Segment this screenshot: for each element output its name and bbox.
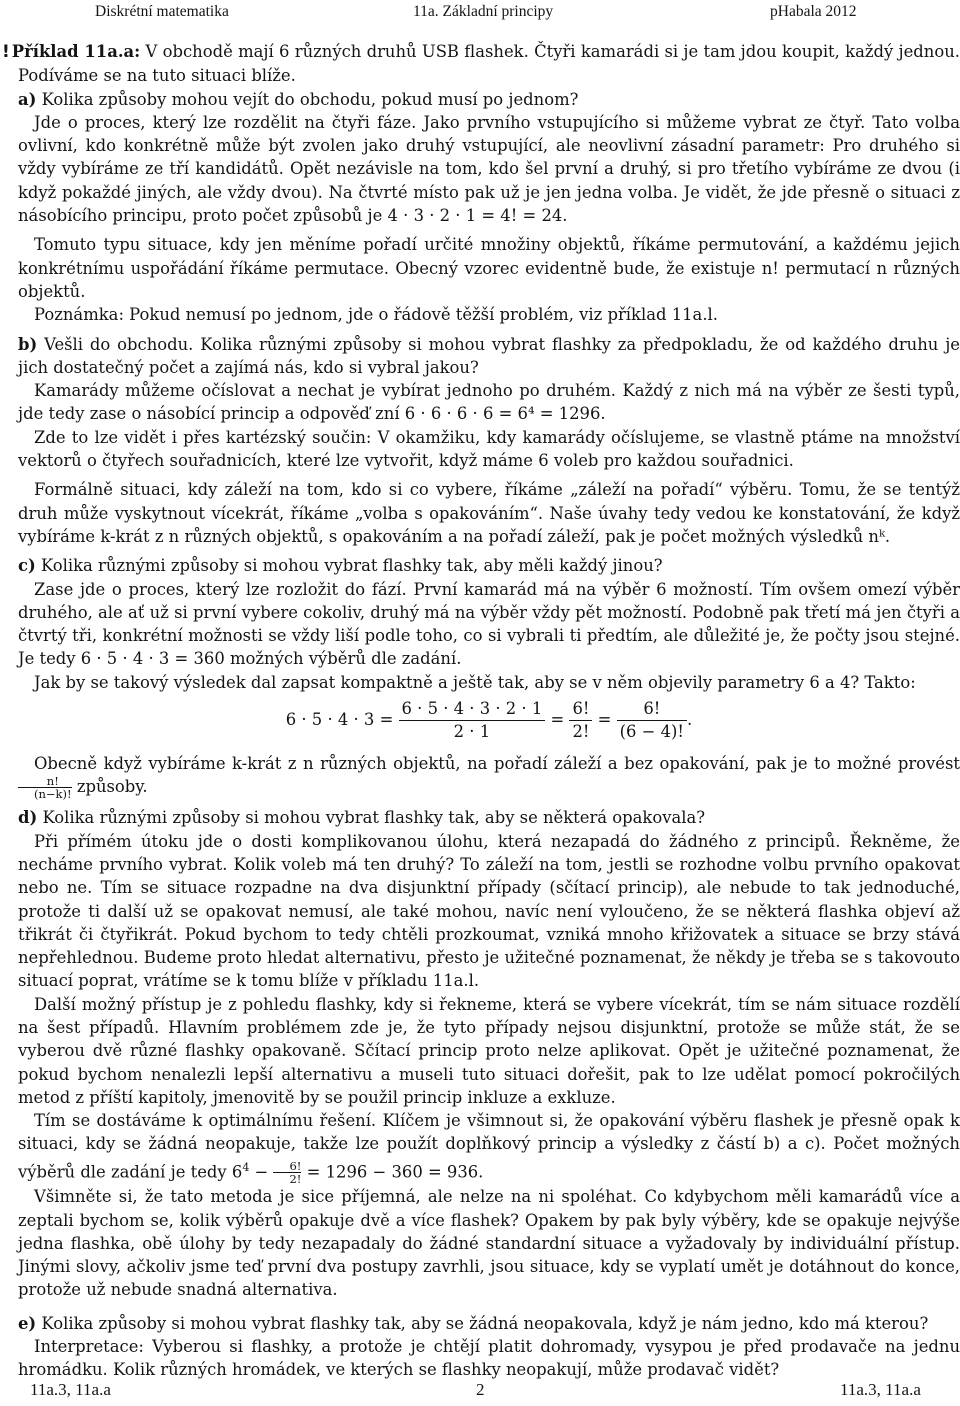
equation-equals-2: =	[597, 710, 612, 730]
example-intro-text: V obchodě mají 6 různých druhů USB flashek. Čtyři kamarádi si je tam jdou koupit, každý jednou. Podíváme se na tuto situaci blíže.	[18, 42, 960, 86]
part-d-inline-fraction-numerator: 6!	[273, 1160, 301, 1173]
part-d-question-text: Kolika různými způsoby si mohou vybrat flashky tak, aby se některá opakovala?	[42, 808, 706, 828]
part-d-inline-fraction	[273, 1160, 301, 1185]
part-c-label: c)	[18, 556, 36, 576]
part-b-label: b)	[18, 334, 38, 354]
equation-fraction-1-denominator: 2 · 1	[453, 722, 491, 742]
part-b-question	[18, 333, 960, 380]
part-b-paragraph-2: Zde to lze vidět i přes kartézský součin: V okamžiku, kdy kamarády očíslujeme, se vlastně ptáme na množství vektorů o čtyřech souřadnicích, které lze vytvořit, když máme 6 voleb pro každou souřadnici.	[18, 427, 960, 471]
equation-fraction-2-numerator: 6!	[569, 698, 592, 721]
footer-right-ref: 11a.3, 11a.a	[840, 1380, 921, 1399]
display-equation	[18, 698, 960, 744]
footer-left-ref: 11a.3, 11a.a	[30, 1380, 111, 1399]
equation-fraction-2	[569, 698, 592, 743]
part-c-paragraph-2: Jak by se takový výsledek dal zapsat kompaktně a ještě tak, aby se v něm objevily parametry 6 a 4? Takto:	[34, 672, 916, 692]
header-author: pHabala 2012	[770, 3, 857, 20]
equation-fraction-1-numerator: 6 · 5 · 4 · 3 · 2 · 1	[399, 698, 546, 721]
part-d-expr-base: 6	[231, 1162, 243, 1182]
equation-period: .	[687, 710, 693, 730]
part-a-question-text: Kolika způsoby mohou vejít do obchodu, pokud musí po jednom?	[41, 89, 579, 109]
example-title: Příklad 11a.a:	[11, 42, 141, 61]
page-header	[0, 3, 960, 23]
header-course: Diskrétní matematika	[95, 3, 229, 20]
part-d-paragraph-3-text: Tím se dostáváme k optimálnímu řešení. Klíčem je všimnout si, že opakování výběru flashek je přesně opak k situaci, kdy se žádná neopakuje, takže lze použít doplňkový princip a výsledky z částí b) a c). Počet možných výběrů dle zadání je tedy	[18, 1111, 960, 1182]
part-e-question	[18, 1312, 960, 1335]
part-d-paragraph-3	[18, 1109, 960, 1185]
part-c-paragraph-3-text: Obecně když vybíráme k-krát z n různých objektů, na pořadí záleží a bez opakování, pak je to možné provést	[34, 754, 960, 774]
exclamation-icon: !	[2, 42, 10, 62]
part-c-paragraph-3	[18, 752, 960, 800]
part-c-paragraph-3-tail: způsoby.	[76, 777, 148, 797]
equation-fraction-3-denominator: (6 − 4)!	[619, 722, 685, 742]
part-c-inline-fraction-denominator: (n−k)!	[34, 787, 72, 802]
equation-equals-1: =	[550, 710, 565, 730]
part-d-expr-result: = 1296 − 360 = 936.	[301, 1162, 484, 1182]
part-d-question	[18, 806, 960, 829]
part-a-note: Poznámka: Pokud nemusí po jednom, jde o řádově těžší problém, viz příklad 11a.l.	[34, 305, 718, 325]
header-chapter: 11a. Základní principy	[413, 3, 554, 20]
part-b-paragraph-1: Kamarády můžeme očíslovat a nechat je vybírat jednoho po druhém. Každý z nich má na výběr ze šesti typů, jde tedy zase o násobící princip a odpověď zní 6 · 6 · 6 · 6 = 6⁴ = 1296.	[18, 381, 960, 424]
part-c-inline-fraction-numerator: n!	[18, 775, 72, 788]
page-footer	[0, 1380, 960, 1402]
part-d-inline-fraction-denominator: 2!	[289, 1172, 302, 1187]
part-d-label: d)	[18, 808, 38, 828]
part-a-paragraph-2: Tomuto typu situace, kdy jen měníme pořadí určité množiny objektů, říkáme permutování, a každému jejich konkrétnímu uspořádání říkáme permutace. Obecný vzorec evidentně bude, že existuje n! permutací n různých objektů.	[18, 235, 960, 301]
part-a-label: a)	[18, 89, 37, 109]
part-c-inline-fraction	[18, 775, 72, 800]
part-c-paragraph-1: Zase jde o proces, který lze rozložit do fází. První kamarád má na výběr 6 možností. Tím ovšem omezí výběr druhého, ale ať už si první vybere cokoliv, druhý má na výběr vždy pět možností. Podobně pak třetí má jen čtyři a čtvrtý tři, konkrétní možnosti se vždy liší podle toho, co si vybrali ti předtím, ale důležité je, že počty jsou stejné. Je tedy 6 · 5 · 4 · 3 = 360 možných výběrů dle zadání.	[18, 579, 960, 669]
footer-page-number: 2	[476, 1380, 485, 1399]
part-d-expr-minus: −	[249, 1162, 274, 1182]
part-e-paragraph-1: Interpretace: Vyberou si flashky, a protože je chtějí platit dohromady, vysypou je před prodavače na jednu hromádku. Kolik různých hromádek, ve kterých se flashky neopakují, může prodavač vidět?	[18, 1337, 960, 1380]
equation-fraction-3	[617, 698, 687, 743]
part-e-question-text: Kolika způsoby si mohou vybrat flashky tak, aby se žádná neopakovala, když je nám jedno, kdo má kterou?	[41, 1313, 929, 1333]
part-d-expr-exponent: 4	[242, 1160, 250, 1174]
part-c-question	[18, 554, 960, 577]
equation-lhs: 6 · 5 · 4 · 3 =	[285, 710, 394, 730]
equation-fraction-1	[399, 698, 546, 743]
part-a-question	[18, 88, 960, 111]
part-a-paragraph-1: Jde o proces, který lze rozdělit na čtyři fáze. Jako prvního vstupujícího si můžeme vybrat ze čtyř. Tato volba ovlivní, kdo konkrétně může být zvolen jako druhý vstupující, ale neovlivní zásadní parametr: Pro druhého si vždy vybíráme ze tří kandidátů. Opět nezávisle na tom, kdo šel první a druhý, si pro třetího vybíráme ze dvou (i když pokaždé jiných, ale vždy dvou). Na čtvrté místo pak už je jen jedna volba. Je vidět, že jde přesně o situaci z násobícího principu, proto počet způsobů je 4 · 3 · 2 · 1 = 4! = 24.	[18, 112, 960, 226]
example-intro	[2, 40, 960, 88]
part-d-paragraph-1: Při přímém útoku jde o dosti komplikovanou úlohu, která nezapadá do žádného z principů. Řekněme, že necháme prvního vybrat. Kolik voleb má ten druhý? To záleží na tom, jestli se rozhodne volbu prvního opakovat nebo ne. Tím se situace rozpadne na dva disjunktní případy (sčítací princip), ale nebude to tak jednoduché, protože ti další už se opakovat nemusí, ale také mohou, navíc není vyloučeno, že se některá flashka objeví až třikrát či čtyřikrát. Pokud bychom to tedy chtěli prozkoumat, vzniká mnoho křižovatek a situace se brzy stává nepřehlednou. Budeme proto hledat alternativu, přesto je užitečné poznamenat, že někdy je třeba se s takovouto situací poprat, vrátíme se k tomu blíže v příkladu 11a.l.	[18, 831, 960, 991]
part-c-question-text: Kolika různými způsoby si mohou vybrat flashky tak, aby měli každý jinou?	[40, 556, 663, 576]
equation-fraction-2-denominator: 2!	[572, 722, 590, 742]
equation-fraction-3-numerator: 6!	[617, 698, 687, 721]
part-e-label: e)	[18, 1313, 37, 1333]
part-b-question-text: Vešli do obchodu. Kolika různými způsoby si mohou vybrat flashky za předpokladu, že od každého druhu je jich dostatečný počet a zajímá nás, kdo si vybral jakou?	[18, 334, 960, 377]
part-b-paragraph-3: Formálně situaci, kdy záleží na tom, kdo si co vybere, říkáme „záleží na pořadí“ výběru. Tomu, že se tentýž druh může vyskytnout vícekrát, říkáme „volba s opakováním“. Naše úvahy tedy vedou ke konstatování, že když vybíráme k-krát z n různých objektů, s opakováním a na pořadí záleží, pak je počet možných výsledků nᵏ.	[18, 480, 960, 546]
part-d-paragraph-4: Všimněte si, že tato metoda je sice příjemná, ale nelze na ni spoléhat. Co kdybychom měli kamarádů více a zeptali bychom se, kolik výběrů opakuje dvě a více flashek? Opakem by pak byly výběry, kde se opakuje nejvýše jedna flashka, obě úlohy by tedy nezapadaly do žádné standardní situace a vyžadovaly by individuální přístup. Jinými slovy, ačkoliv jsme teď první dva postupy zavrhli, jsou situace, kdy se vyplatí umět je dotáhnout do konce, protože už nebude snadná alternativa.	[18, 1187, 960, 1300]
part-d-paragraph-2: Další možný přístup je z pohledu flashky, kdy si řekneme, která se vybere vícekrát, tím se nám situace rozdělí na šest případů. Hlavním problémem zde je, že tyto případy nejsou disjunktní, protože se může stát, že se vyberou dvě různé flashky opakovaně. Sčítací princip proto nelze aplikovat. Opět je užitečné poznamenat, že pokud bychom nenalezli lepší alternativu a museli tuto situaci dořešit, pak to lze udělat pomocí pokročilých metod z příští kapitoly, jmenovitě by se použil princip inkluze a exkluze.	[18, 994, 960, 1107]
document-body	[2, 40, 960, 1382]
